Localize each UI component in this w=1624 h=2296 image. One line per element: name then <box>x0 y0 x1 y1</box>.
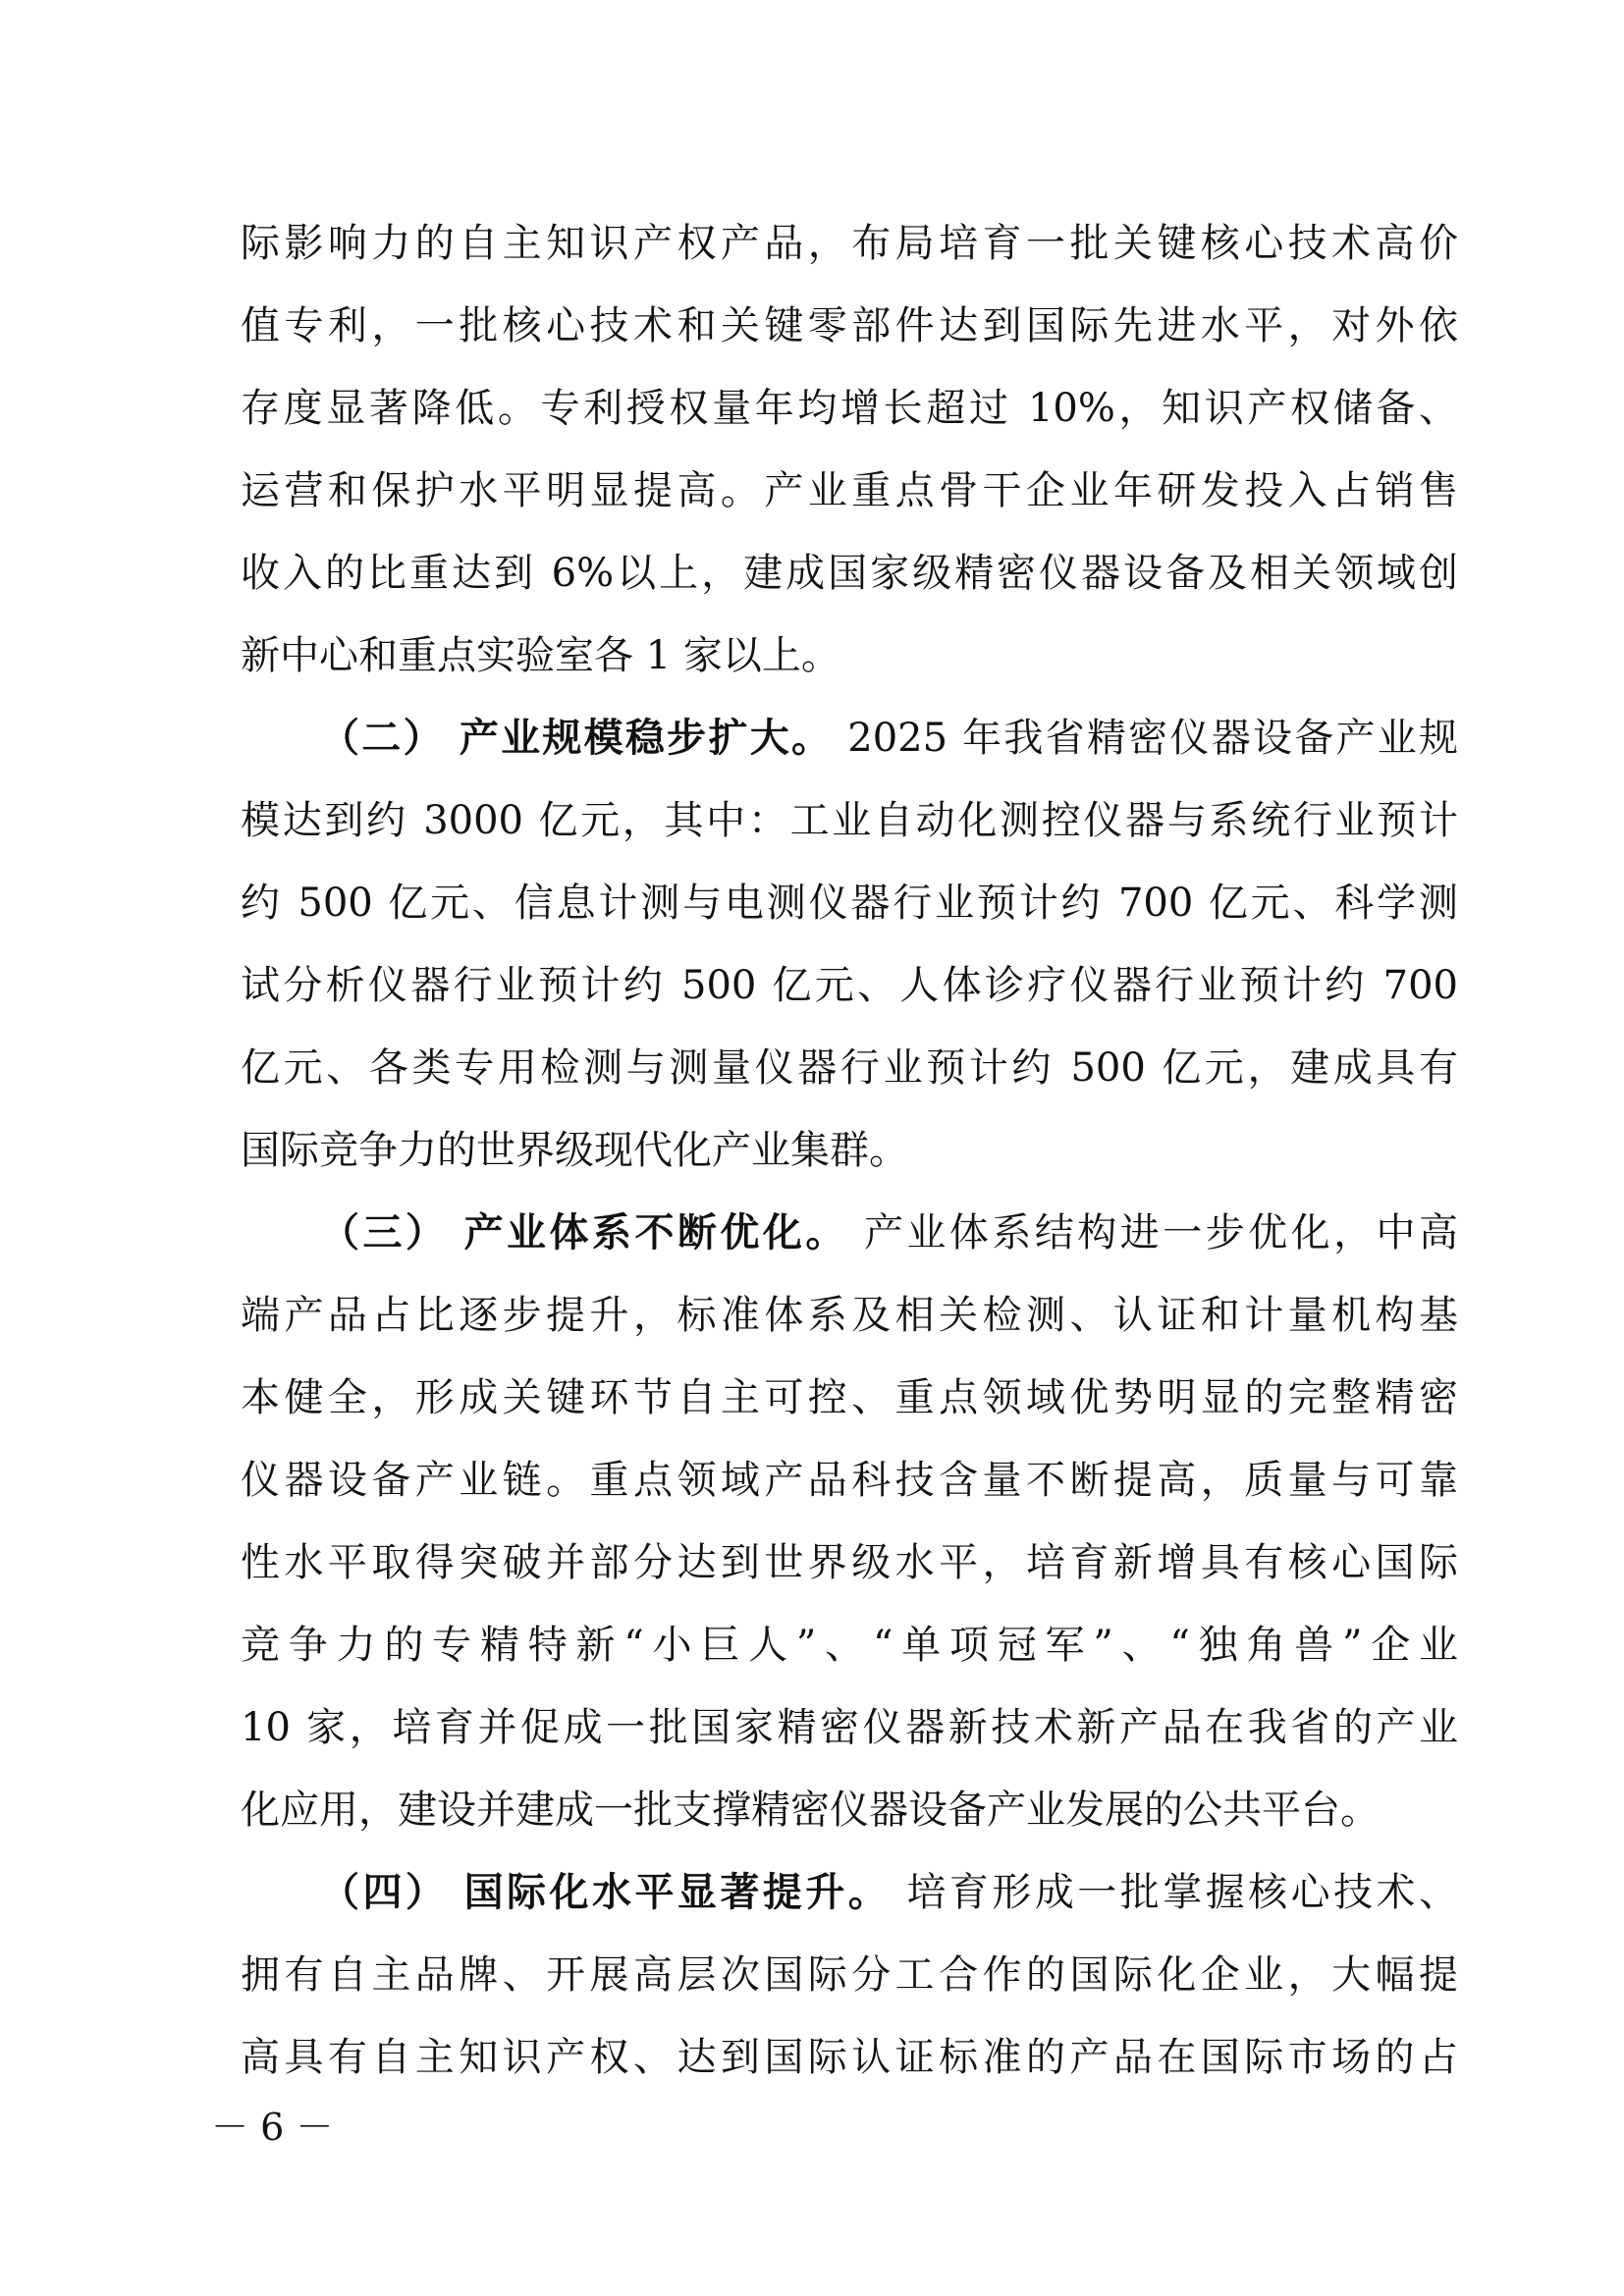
text-line: 收入的比重达到 6%以上，建成国家级精密仪器设备及相关领域创 <box>241 551 1458 596</box>
text-line: 化应用，建设并建成一批支撑精密仪器设备产业发展的公共平台。 <box>241 1788 1380 1833</box>
text-line: 竞争力的专精特新“小巨人”、“单项冠军”、“独角兽”企业 <box>241 1623 1458 1668</box>
section-2-title: 产业规模稳步扩大。 <box>459 715 834 761</box>
text-line: 端产品占比逐步提升，标准体系及相关检测、认证和计量机构基 <box>241 1293 1458 1338</box>
page-number: － 6 － <box>211 2106 334 2149</box>
section-4-first-text: 培育形成一批掌握核心技术、 <box>906 1870 1459 1915</box>
text-line: 值专利，一批核心技术和关键零部件达到国际先进水平，对外依 <box>241 303 1458 348</box>
text-line: 际影响力的自主知识产权产品，布局培育一批关键核心技术高价 <box>241 221 1458 266</box>
text-line: 本健全，形成关键环节自主可控、重点领域优势明显的完整精密 <box>241 1375 1458 1420</box>
text-line: 模达到约 3000 亿元，其中：工业自动化测控仪器与系统行业预计 <box>241 798 1458 843</box>
text-line: 仪器设备产业链。重点领域产品科技含量不断提高，质量与可靠 <box>241 1458 1458 1503</box>
text-line: 国际竞争力的世界级现代化产业集群。 <box>241 1128 908 1173</box>
section-4-title: 国际化水平显著提升。 <box>463 1869 892 1915</box>
text-line: 性水平取得突破并部分达到世界级水平，培育新增具有核心国际 <box>241 1540 1458 1585</box>
text-line: 拥有自主品牌、开展高层次国际分工合作的国际化企业，大幅提 <box>241 1952 1458 1998</box>
text-line: 约 500 亿元、信息计测与电测仪器行业预计约 700 亿元、科学测 <box>241 881 1458 926</box>
section-2-first-text: 2025 年我省精密仪器设备产业规 <box>847 716 1459 761</box>
section-2-heading-line <box>320 699 1458 777</box>
section-3-number: （三） <box>320 1209 449 1255</box>
section-2-number: （二） <box>320 715 445 761</box>
text-line: 运营和保护水平明显提高。产业重点骨干企业年研发投入占销售 <box>241 468 1458 513</box>
section-3-first-text: 产业体系结构进一步优化，中高 <box>863 1210 1459 1255</box>
text-line: 试分析仪器行业预计约 500 亿元、人体诊疗仪器行业预计约 700 <box>241 963 1458 1008</box>
section-3-title: 产业体系不断优化。 <box>463 1209 848 1255</box>
section-4-heading-line <box>320 1853 1458 1932</box>
text-line: 存度显著降低。专利授权量年均增长超过 10%，知识产权储备、 <box>241 386 1458 431</box>
section-4-number: （四） <box>320 1869 449 1915</box>
text-line: 亿元、各类专用检测与测量仪器行业预计约 500 亿元，建成具有 <box>241 1045 1458 1091</box>
section-3-heading-line <box>320 1194 1458 1272</box>
text-line: 10 家，培育并促成一批国家精密仪器新技术新产品在我省的产业 <box>241 1705 1458 1750</box>
text-line: 高具有自主知识产权、达到国际认证标准的产品在国际市场的占 <box>241 2035 1458 2080</box>
text-line: 新中心和重点实验室各 1 家以上。 <box>241 633 840 678</box>
